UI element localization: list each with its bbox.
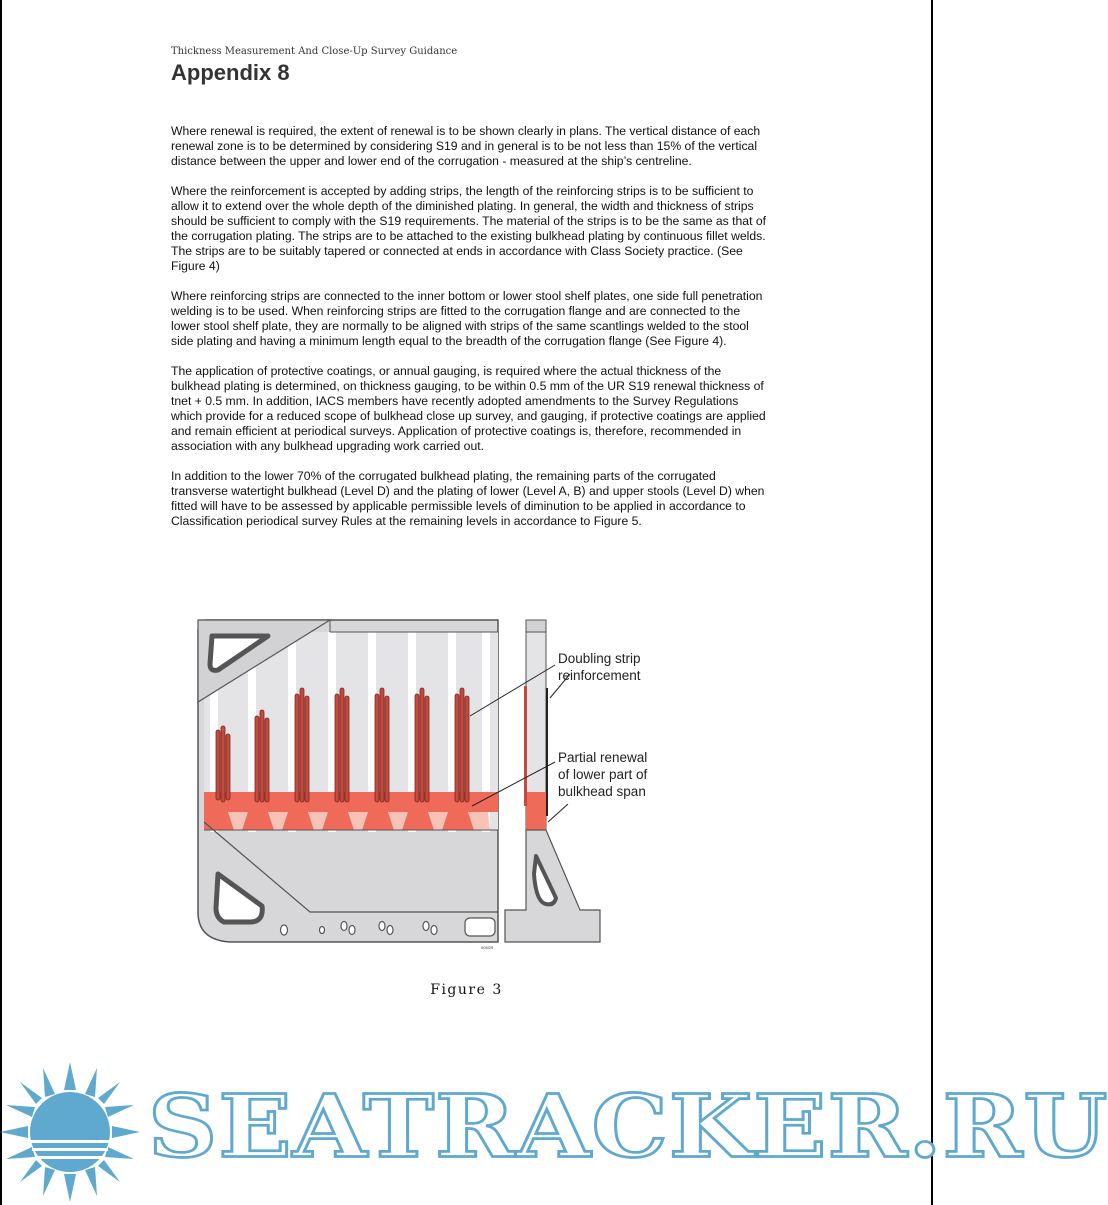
sun-logo-icon (0, 1062, 140, 1202)
section-renewal (526, 792, 546, 830)
body-text (171, 124, 771, 544)
page-edge-left (0, 0, 2, 1205)
section-doubling-strip-back (546, 688, 548, 816)
figure-caption: Figure 3 (430, 982, 503, 998)
paragraph: Where renewal is required, the extent of renewal is to be shown clearly in plans. The vertical distance of each renewal zone is to be determined by considering S19 and in general is to be not less than 15% of the vertical distance between the upper and lower end of the corrugation - measured at the ship’s centreline. (171, 124, 761, 168)
figure-code: 00M29 (481, 945, 494, 950)
paragraph: Where the reinforcement is accepted by adding strips, the length of the reinforcing strips is to be sufficient to allow it to extend over the whole depth of the diminished plating. In general, the width and thickness of strips should be sufficient to comply with the S19 requirements. The material of the strips is to be the same as that of the corrugation plating. The strips are to be attached to the existing bulkhead plating by continuous fillet welds. The strips are to be suitably tapered or connected at ends in accordance with Class Society practice. (See Figure 4) (171, 184, 767, 273)
leader-renewal-2 (548, 804, 568, 822)
callout-doubling-strip: Doubling strip reinforcement (558, 651, 641, 683)
bulkhead-diagram (190, 612, 610, 957)
paragraph: The application of protective coatings, or annual gauging, is required where the actual thickness of the bulkhead plating is determined, on thickness gauging, to be within 0.5 mm of the UR S19 renewal thickness of tnet + 0.5 mm. In addition, IACS members have recently adopted amendments to the Survey Regulations which provide for a reduced scope of bulkhead close up survey, and gauging, if protective coatings are applied and remain efficient at periodical surveys. Application of protective coatings is, therefore, recommended in association with any bulkhead upgrading work carried out. (171, 364, 766, 453)
section-upper (526, 620, 546, 632)
section-doubling-strip (524, 686, 527, 806)
bulkhead-figure (190, 612, 610, 957)
page-edge-right (931, 0, 933, 1205)
paragraph: Where reinforcing strips are connected to the inner bottom or lower stool shelf plates, one side full penetration welding is to be used. When reinforcing strips are fitted to the corrugation flange and are connected to the lower stool shelf plate, they are normally to be aligned with strips of the same scantlings welded to the stool side plating and having a minimum length equal to the breadth of the corrugation flange (See Figure 4). (171, 289, 763, 348)
watermark-text: SEATRACKER.RU (148, 1075, 1108, 1178)
callout-partial-renewal: Partial renewal of lower part of bulkhead span (558, 750, 648, 799)
renewal-band (204, 792, 498, 812)
paragraph: In addition to the lower 70% of the corrugated bulkhead plating, the remaining parts of the corrugated transverse watertight bulkhead (Level D) and the plating of lower (Level A, B) and upper stools (Level D) when fitted will have to be assessed by applicable permissible levels of diminution to be applied in accordance to Classification periodical survey Rules at the remaining levels in accordance to Figure 5. (171, 469, 765, 528)
page-title: Appendix 8 (171, 60, 290, 85)
running-header: Thickness Measurement And Close-Up Survey Guidance (171, 46, 458, 57)
